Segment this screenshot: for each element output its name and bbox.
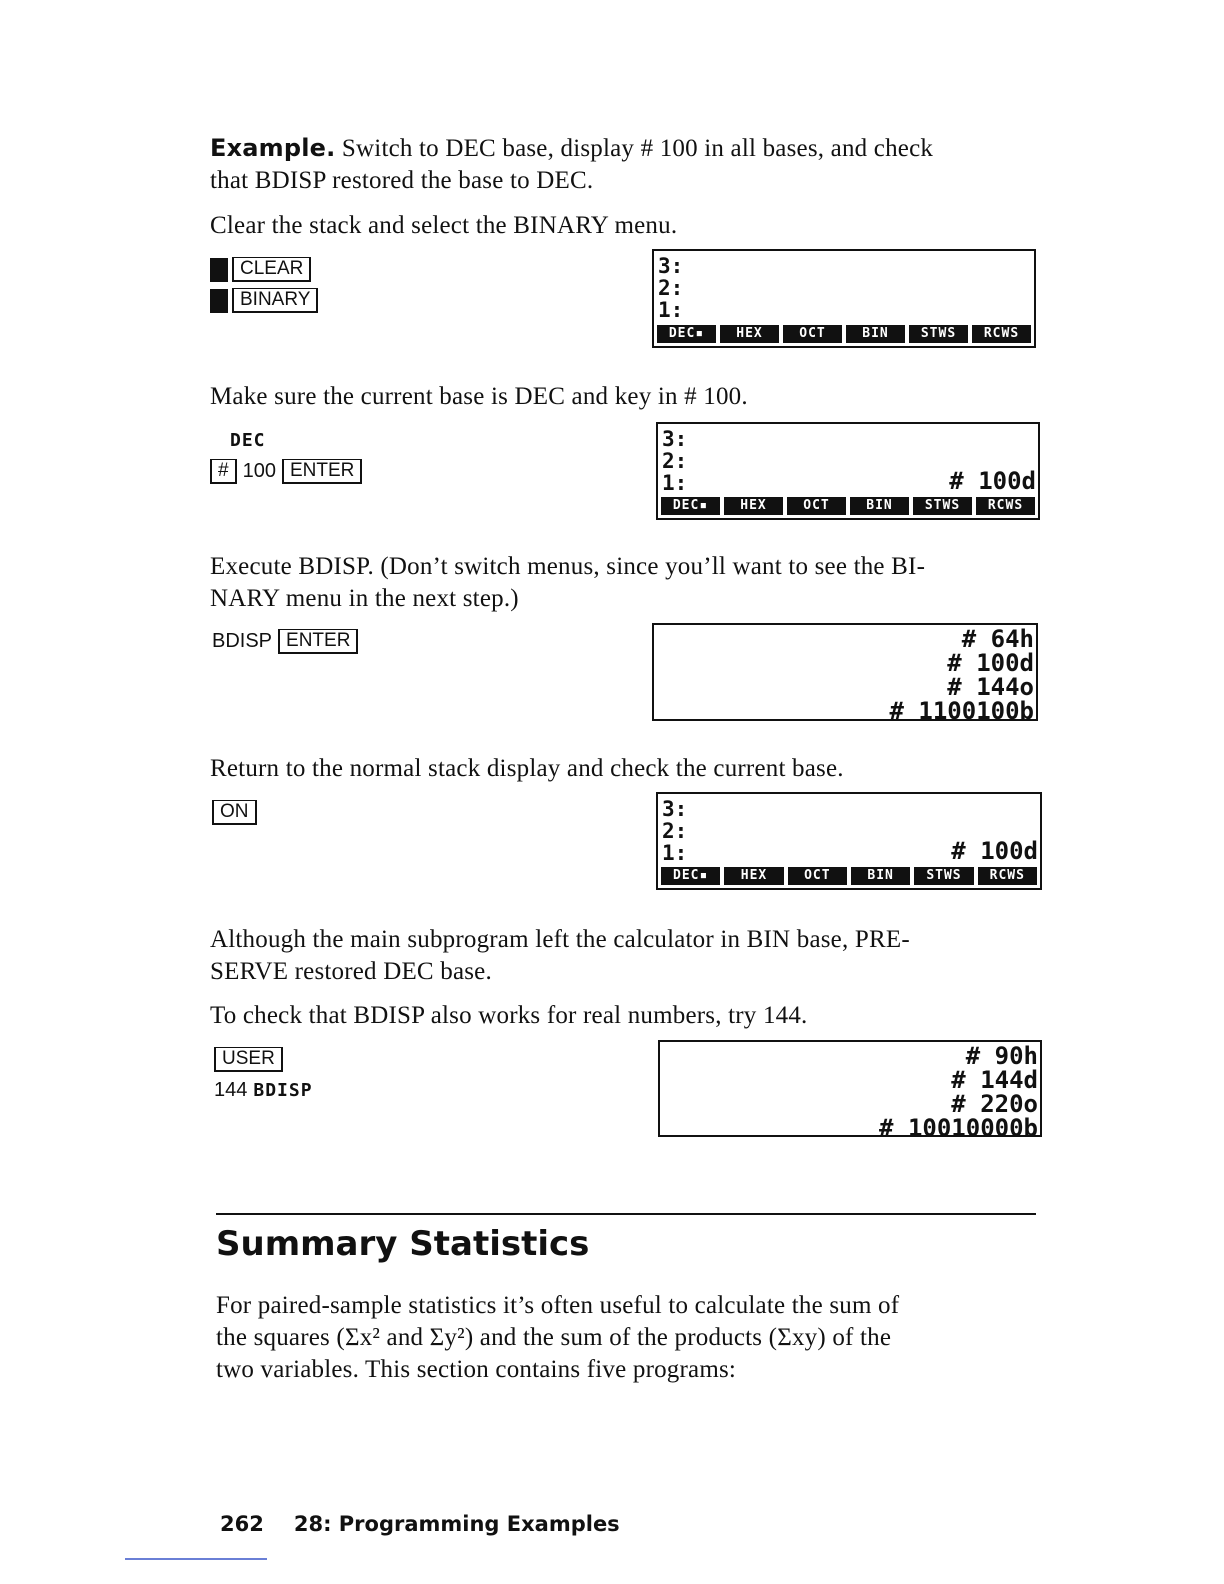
- output-dec: # 144d: [951, 1066, 1038, 1094]
- step3-line1: Execute BDISP. (Don’t switch menus, since you’ll want to see the BI-: [210, 553, 926, 580]
- note-paragraph: [210, 924, 1035, 988]
- menu-key-oct[interactable]: OCT: [788, 867, 847, 885]
- output-dec: # 100d: [947, 649, 1034, 677]
- stack-level-1: 1:: [662, 841, 688, 865]
- menu-key-stws[interactable]: STWS: [913, 497, 972, 515]
- binary-menu-bar: [657, 325, 1031, 343]
- lcd-display-4: [656, 792, 1042, 890]
- output-oct: # 220o: [951, 1090, 1038, 1118]
- stack-level-3: 3:: [662, 427, 688, 451]
- lcd-display-1: [652, 249, 1036, 348]
- output-bin: # 10010000b: [879, 1114, 1038, 1142]
- output-hex: # 90h: [965, 1042, 1038, 1070]
- hash-key[interactable]: #: [210, 459, 237, 484]
- bdisp-command-softkey: BDISP: [253, 1080, 313, 1101]
- stack-level-3: 3:: [662, 797, 688, 821]
- menu-key-dec[interactable]: DEC▪: [661, 867, 720, 885]
- step3-paragraph: [210, 551, 1035, 615]
- stack-value-100d: # 100d: [949, 467, 1036, 495]
- example-intro-line1: Switch to DEC base, display # 100 in all bases, and check: [335, 135, 934, 162]
- stack-level-2: 2:: [662, 449, 688, 473]
- step2-keys-row2: [210, 456, 368, 487]
- user-key[interactable]: USER: [214, 1047, 283, 1072]
- dec-command: DEC: [230, 430, 266, 451]
- stack-level-1: 1:: [658, 298, 684, 322]
- menu-key-oct[interactable]: OCT: [783, 325, 842, 343]
- enter-key[interactable]: ENTER: [278, 629, 358, 654]
- clear-key[interactable]: CLEAR: [232, 257, 311, 282]
- example-paragraph: [210, 132, 1035, 197]
- chapter-title: 28: Programming Examples: [293, 1512, 620, 1536]
- on-key[interactable]: ON: [212, 800, 257, 825]
- step2-text: Make sure the current base is DEC and key in # 100.: [210, 383, 748, 410]
- menu-key-hex[interactable]: HEX: [720, 325, 779, 343]
- example-intro-line2: that BDISP restored the base to DEC.: [210, 167, 594, 194]
- step5-keys: [214, 1044, 313, 1106]
- menu-key-rcws[interactable]: RCWS: [978, 867, 1037, 885]
- menu-key-rcws[interactable]: RCWS: [976, 497, 1035, 515]
- menu-key-dec[interactable]: DEC▪: [657, 325, 716, 343]
- section-title: Summary Statistics: [216, 1224, 590, 1264]
- output-bin: # 1100100b: [889, 697, 1034, 725]
- section-line3: two variables. This section contains five programs:: [216, 1356, 737, 1383]
- step3-line2: NARY menu in the next step.): [210, 585, 519, 612]
- menu-key-dec[interactable]: DEC▪: [661, 497, 720, 515]
- binary-key[interactable]: BINARY: [232, 288, 318, 313]
- example-lead: Example.: [210, 134, 336, 162]
- step1-text: Clear the stack and select the BINARY menu.: [210, 212, 678, 239]
- step1-keys: [210, 254, 324, 316]
- menu-key-hex[interactable]: HEX: [724, 867, 783, 885]
- enter-key[interactable]: ENTER: [282, 459, 362, 484]
- section-line1: For paired-sample statistics it’s often useful to calculate the sum of: [216, 1292, 900, 1319]
- step5-text: To check that BDISP also works for real numbers, try 144.: [210, 1002, 808, 1029]
- stack-level-3: 3:: [658, 254, 684, 278]
- step4-text: Return to the normal stack display and check the current base.: [210, 755, 844, 782]
- menu-key-oct[interactable]: OCT: [787, 497, 846, 515]
- section-divider: [216, 1213, 1036, 1215]
- binary-menu-bar: [661, 867, 1037, 885]
- note-line2: SERVE restored DEC base.: [210, 958, 492, 985]
- output-hex: # 64h: [961, 625, 1034, 653]
- menu-key-stws[interactable]: STWS: [909, 325, 968, 343]
- page-number: 262: [220, 1512, 264, 1536]
- stack-level-2: 2:: [658, 276, 684, 300]
- lcd-display-2: [656, 422, 1040, 520]
- bdisp-output-100: [890, 627, 1035, 723]
- note-line1: Although the main subprogram left the calculator in BIN base, PRE-: [210, 926, 910, 953]
- left-shift-key-icon: [210, 289, 228, 313]
- step2-keys: [230, 425, 266, 456]
- output-oct: # 144o: [947, 673, 1034, 701]
- menu-key-rcws[interactable]: RCWS: [972, 325, 1031, 343]
- left-shift-key-icon: [210, 258, 228, 282]
- menu-key-bin[interactable]: BIN: [846, 325, 905, 343]
- step3-keys: [212, 626, 364, 657]
- section-paragraph: [216, 1290, 1038, 1386]
- lcd-display-3: [652, 623, 1038, 725]
- number-144: 144: [214, 1079, 248, 1101]
- section-line2: the squares (Σx² and Σy²) and the sum of the products (Σxy) of the: [216, 1324, 892, 1351]
- menu-key-hex[interactable]: HEX: [724, 497, 783, 515]
- lcd-display-5: [658, 1040, 1042, 1142]
- step4-keys: [212, 797, 263, 828]
- number-100: 100: [242, 460, 276, 482]
- menu-key-bin[interactable]: BIN: [851, 867, 910, 885]
- stack-value-100d: # 100d: [951, 837, 1038, 865]
- stack-level-1: 1:: [662, 471, 688, 495]
- menu-key-bin[interactable]: BIN: [850, 497, 909, 515]
- bdisp-output-144: [879, 1044, 1038, 1140]
- menu-key-stws[interactable]: STWS: [914, 867, 973, 885]
- bdisp-command: BDISP: [212, 630, 273, 652]
- bottom-edge-mark: [125, 1558, 267, 1560]
- binary-menu-bar: [661, 497, 1035, 515]
- page-footer: [220, 1512, 620, 1536]
- stack-level-2: 2:: [662, 819, 688, 843]
